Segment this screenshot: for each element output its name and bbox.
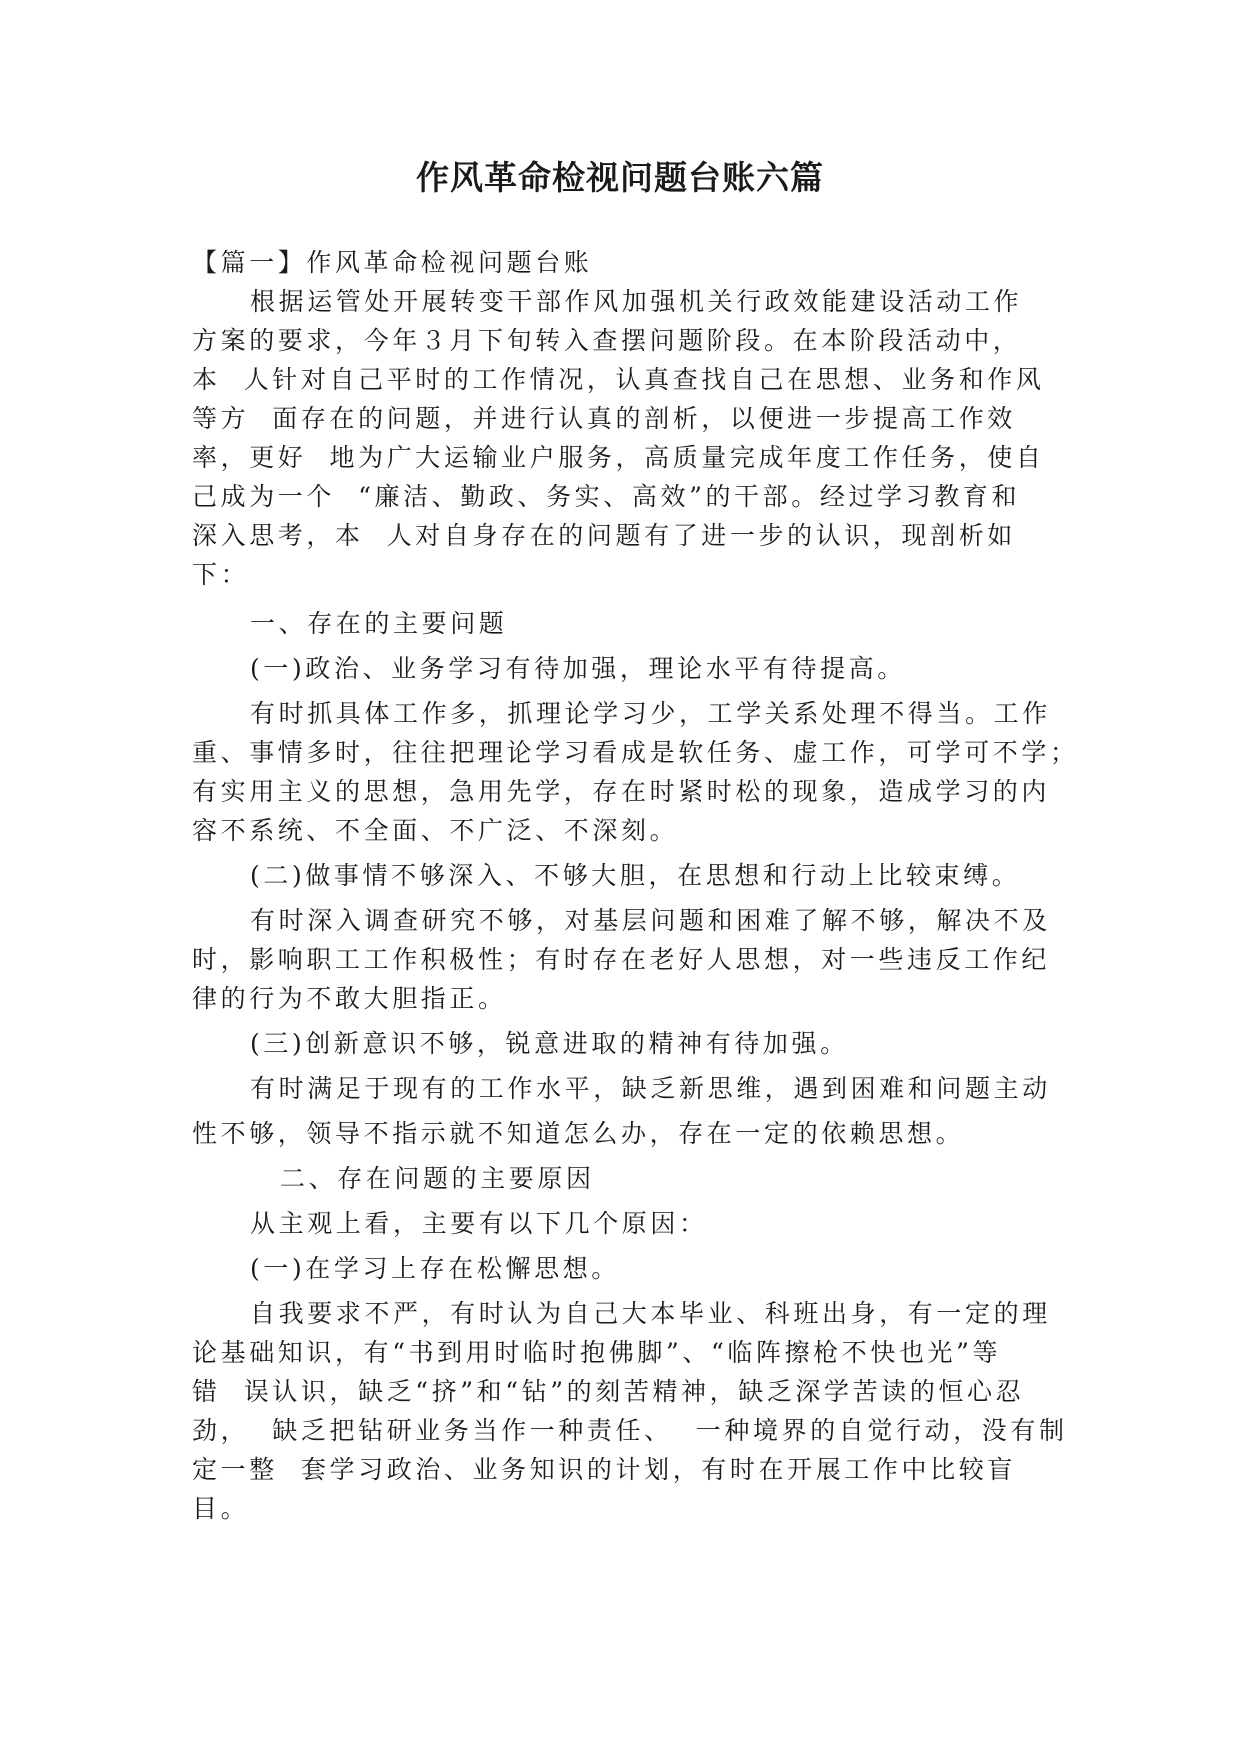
- paragraph-line: 性不够，领导不指示就不知道怎么办，存在一定的依赖思想。: [192, 1119, 965, 1148]
- paragraph-line: 时，影响职工工作积极性；有时存在老好人思想，对一些违反工作纪: [192, 945, 1051, 974]
- paragraph-line: 深入思考，本 人对自身存在的问题有了进一步的认识，现剖析如: [192, 521, 1016, 550]
- paragraph-line: 目。: [192, 1494, 250, 1523]
- paragraph-line: 有实用主义的思想，急用先学，存在时紧时松的现象，造成学习的内: [192, 777, 1051, 806]
- paragraph-line: 错 误认识，缺乏“挤”和“钻”的刻苦精神，缺乏深学苦读的恒心忍: [192, 1377, 1025, 1406]
- paragraph-line: 论基础知识，有“书到用时临时抱佛脚”、“临阵擦枪不快也光”等: [192, 1338, 1002, 1367]
- section-heading: 【篇一】作风革命检视问题台账: [192, 248, 593, 277]
- paragraph-line: 律的行为不敢大胆指正。: [192, 984, 507, 1013]
- paragraph-line: 容不系统、不全面、不广泛、不深刻。: [192, 816, 679, 845]
- paragraph-line: 本 人针对自己平时的工作情况，认真查找自己在思想、业务和作风: [192, 365, 1045, 394]
- paragraph-line: 下：: [192, 560, 250, 589]
- item-heading: (一)政治、业务学习有待加强，理论水平有待提高。: [250, 654, 906, 683]
- paragraph-line: 有时深入调查研究不够，对基层问题和困难了解不够，解决不及: [250, 906, 1051, 935]
- paragraph-line: 自我要求不严，有时认为自己大本毕业、科班出身，有一定的理: [250, 1299, 1051, 1328]
- paragraph-line: 己成为一个 “廉洁、勤政、务实、高效”的干部。经过学习教育和: [192, 482, 1021, 511]
- item-heading: (二)做事情不够深入、不够大胆，在思想和行动上比较束缚。: [250, 861, 1021, 890]
- paragraph-line: 从主观上看，主要有以下几个原因：: [250, 1209, 708, 1238]
- paragraph-line: 定一整 套学习政治、业务知识的计划，有时在开展工作中比较盲: [192, 1455, 1016, 1484]
- paragraph-line: 有时抓具体工作多，抓理论学习少，工学关系处理不得当。工作: [250, 699, 1051, 728]
- paragraph-line: 有时满足于现有的工作水平，缺乏新思维，遇到困难和问题主动: [250, 1074, 1051, 1103]
- subsection-heading: 一、存在的主要问题: [250, 609, 508, 638]
- item-heading: (一)在学习上存在松懈思想。: [250, 1254, 620, 1283]
- paragraph-line: 等方 面存在的问题，并进行认真的剖析，以便进一步提高工作效: [192, 404, 1016, 433]
- subsection-heading: 二、存在问题的主要原因: [280, 1164, 595, 1193]
- item-heading: (三)创新意识不够，锐意进取的精神有待加强。: [250, 1029, 849, 1058]
- document-title: 作风革命检视问题台账六篇: [416, 158, 824, 197]
- paragraph-line: 方案的要求，今年３月下旬转入查摆问题阶段。在本阶段活动中，: [192, 326, 1022, 355]
- paragraph-line: 率，更好 地为广大运输业户服务，高质量完成年度工作任务，使自: [192, 443, 1045, 472]
- paragraph-line: 劲， 缺乏把钻研业务当作一种责任、 一种境界的自觉行动，没有制: [192, 1416, 1068, 1445]
- document-body: [192, 243, 1079, 1528]
- paragraph-line: 根据运管处开展转变干部作风加强机关行政效能建设活动工作: [250, 287, 1023, 316]
- paragraph-line: 重、事情多时，往往把理论学习看成是软任务、虚工作，可学可不学；: [192, 738, 1079, 767]
